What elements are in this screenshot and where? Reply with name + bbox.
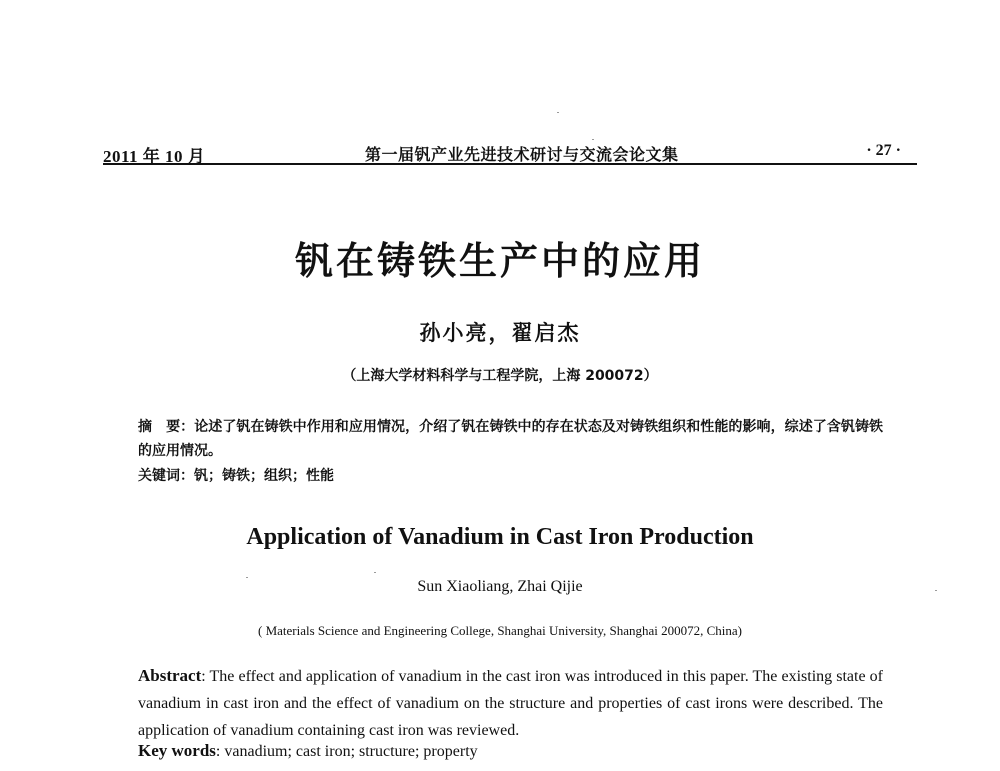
english-abstract-text: The effect and application of vanadium in the cast iron was introduced in this paper. The existing state of vanadium in cast iron and the effect of vanadium on the structure and properties of cast irons were described. The application of vanadium containing cast iron was reviewed. <box>138 668 884 739</box>
english-keywords-text: vanadium; cast iron; structure; property <box>224 743 478 760</box>
chinese-abstract <box>138 415 883 463</box>
english-keywords <box>138 739 478 764</box>
scan-speck <box>557 112 559 113</box>
header-page-number: · 27 · <box>866 142 901 159</box>
english-affiliation: ( Materials Science and Engineering College, Shanghai University, Shanghai 200072, China) <box>257 623 742 638</box>
chinese-keywords <box>138 465 334 487</box>
chinese-keywords-label: 关键词： <box>138 468 194 484</box>
header-date: 2011 年 10 月 <box>103 147 206 166</box>
chinese-title: 钒在铸铁生产中的应用 <box>294 239 705 283</box>
chinese-abstract-text: 论述了钒在铸铁中作用和应用情况，介绍了钒在铸铁中的存在状态及对铸铁组织和性能的影响，综述了含钒铸铁的应用情况。 <box>138 419 884 459</box>
scan-speck <box>374 572 376 573</box>
scan-speck <box>592 139 594 140</box>
header-journal-title: 第一届钒产业先进技术研讨与交流会论文集 <box>365 145 679 164</box>
english-abstract-label: Abstract <box>138 666 202 685</box>
english-abstract-separator: : <box>201 668 210 685</box>
english-keywords-separator: : <box>215 743 225 760</box>
english-keywords-label: Key words <box>138 741 216 760</box>
english-title: Application of Vanadium in Cast Iron Production <box>246 524 754 550</box>
chinese-authors: 孙小亮，翟启杰 <box>419 320 581 345</box>
english-authors: Sun Xiaoliang, Zhai Qijie <box>417 578 583 595</box>
english-abstract <box>138 662 883 744</box>
chinese-affiliation: （上海大学材料科学与工程学院，上海 200072） <box>342 368 658 384</box>
header-rule <box>103 163 917 165</box>
chinese-keywords-text: 钒；铸铁；组织；性能 <box>194 468 334 484</box>
scan-speck <box>246 577 248 578</box>
scan-speck <box>935 590 937 591</box>
chinese-abstract-label: 摘 要： <box>138 419 195 435</box>
